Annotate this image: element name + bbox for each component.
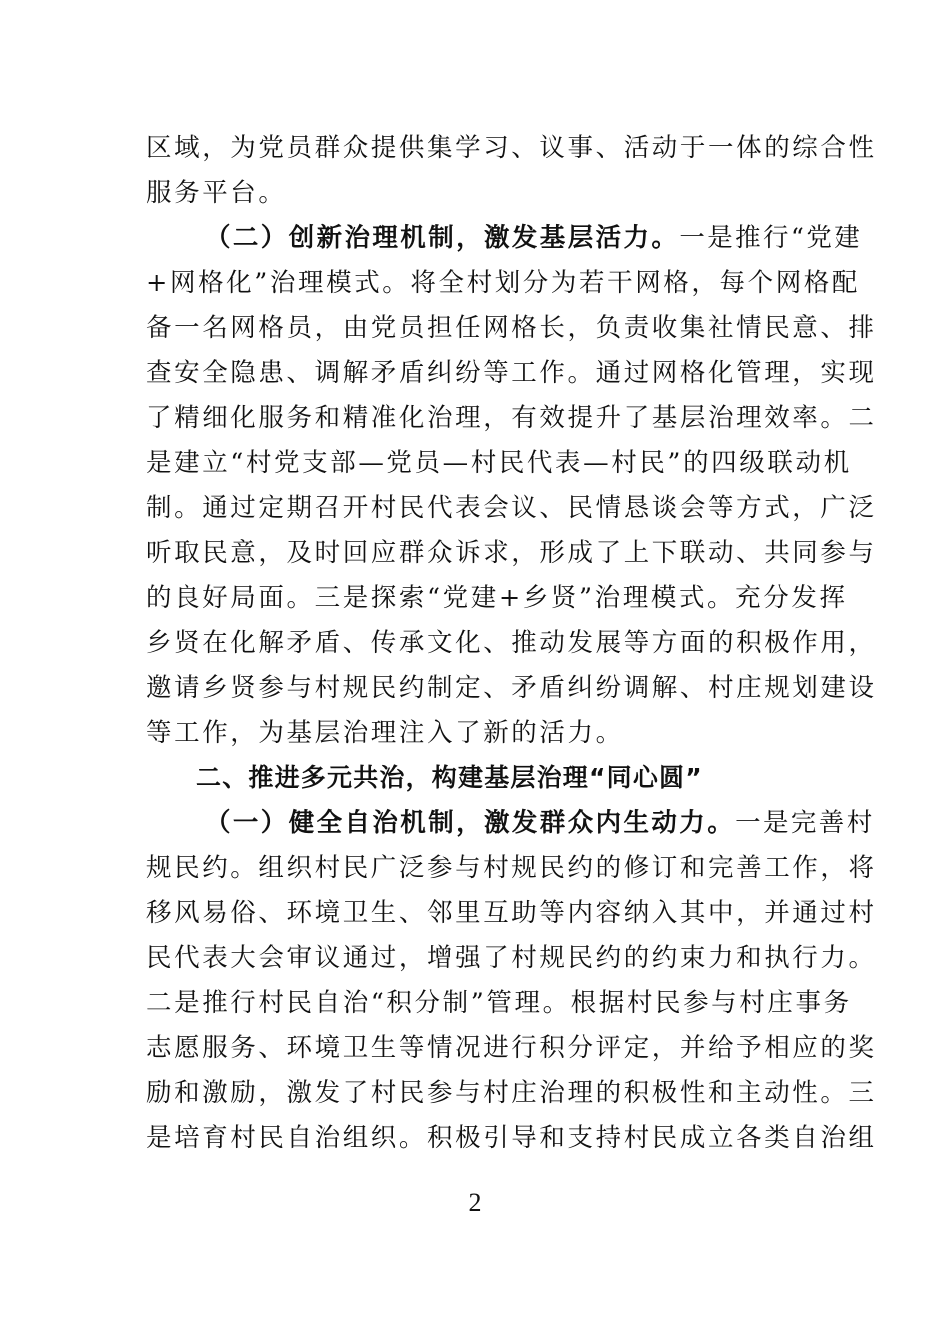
text-line: 乡贤在化解矛盾、传承文化、推动发展等方面的积极作用， [146, 628, 877, 658]
text-line: 服务平台。 [146, 178, 287, 208]
paragraph-first-line [205, 223, 863, 253]
text-line: 励和激励，激发了村民参与村庄治理的积极性和主动性。三 [146, 1078, 877, 1108]
text-line: 备一名网格员，由党员担任网格长，负责收集社情民意、排 [146, 313, 877, 343]
text-line: 了精细化服务和精准化治理，有效提升了基层治理效率。二 [146, 403, 877, 433]
text-line: 区域，为党员群众提供集学习、议事、活动于一体的综合性 [146, 133, 877, 163]
text-line: 移风易俗、环境卫生、邻里互助等内容纳入其中，并通过村 [146, 898, 877, 928]
text-line: 二是推行村民自治“积分制”管理。根据村民参与村庄事务 [146, 988, 852, 1018]
text-line: 志愿服务、环境卫生等情况进行积分评定，并给予相应的奖 [146, 1033, 877, 1063]
text-line: 等工作，为基层治理注入了新的活力。 [146, 718, 624, 748]
text-line: 的良好局面。三是探索“党建+乡贤”治理模式。充分发挥 [146, 583, 848, 613]
page-number: 2 [468, 1188, 482, 1217]
subheading-1: （一）健全自治机制，激发群众内生动力。 [205, 808, 736, 838]
paragraph-first-line [205, 808, 875, 838]
text-line: +网格化”治理模式。将全村划分为若干网格，每个网格配 [146, 268, 861, 298]
section-heading: 二、推进多元共治，构建基层治理“同心圆” [196, 763, 703, 792]
text-line: 邀请乡贤参与村规民约制定、矛盾纠纷调解、村庄规划建设 [146, 673, 877, 703]
text-run: 一是完善村 [735, 808, 875, 838]
text-line: 是培育村民自治组织。积极引导和支持村民成立各类自治组 [146, 1123, 877, 1153]
text-line: 听取民意，及时回应群众诉求，形成了上下联动、共同参与 [146, 538, 877, 568]
text-line: 制。通过定期召开村民代表会议、民情恳谈会等方式，广泛 [146, 493, 877, 523]
text-line: 民代表大会审议通过，增强了村规民约的约束力和执行力。 [146, 943, 877, 973]
subheading-2: （二）创新治理机制，激发基层活力。 [205, 223, 680, 253]
text-line: 规民约。组织村民广泛参与村规民约的修订和完善工作，将 [146, 853, 877, 883]
text-line: 是建立“村党支部—党员—村民代表—村民”的四级联动机 [146, 448, 852, 478]
text-line: 查安全隐患、调解矛盾纠纷等工作。通过网格化管理，实现 [146, 358, 877, 388]
text-run: 一是推行“党建 [679, 223, 863, 253]
